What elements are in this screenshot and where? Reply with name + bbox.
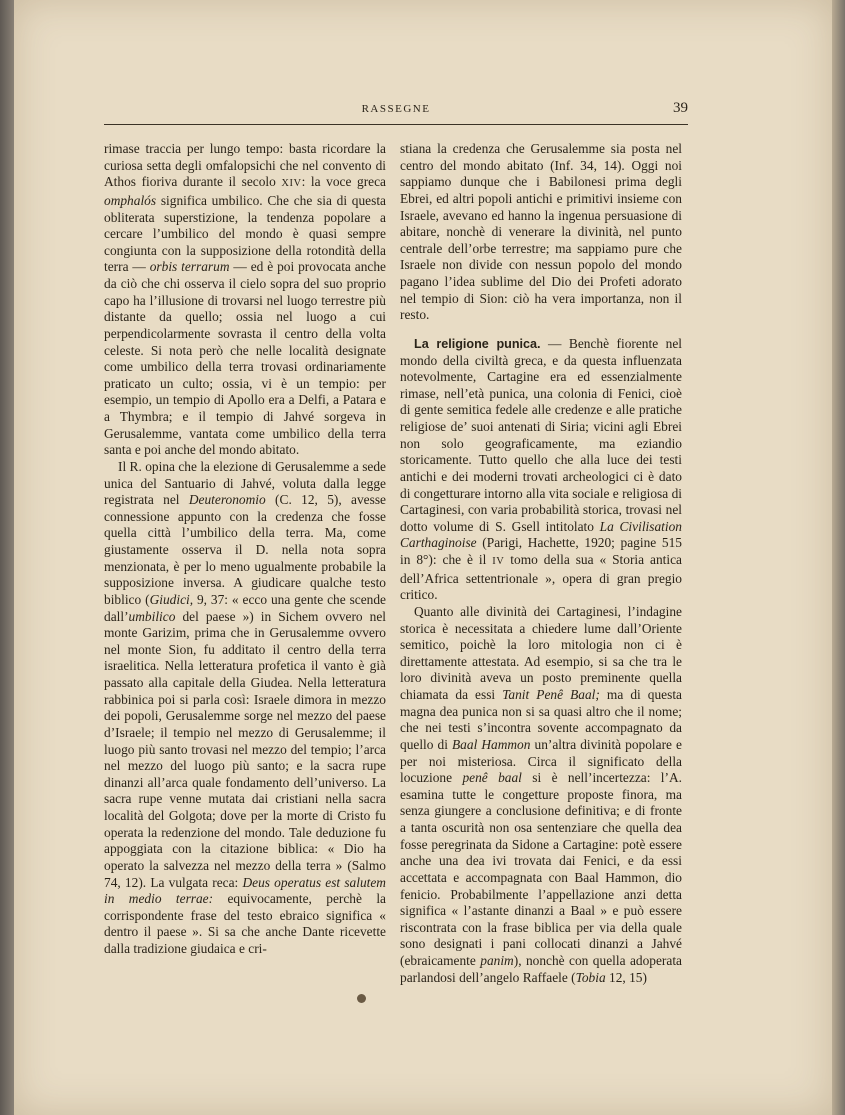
paragraph-gerusalemme: Il R. opina che la elezione di Gerusalemme a sede unica del Santuario di Jahvé, voluta dalla legge registrata nel Deuteronomio (C. 12, 5), avesse connessione appunto con la credenza che fosse quella città l’umbilico della terra. Ma, come giustamente osserva il D. nella nota sopra menzionata, è per lo meno ugualmente probabile la supposizione inversa. A giudicare qualche testo biblico (Giudici, 9, 37: « ecco una gente che scende dall’umbilico del paese ») in Sichem ovvero nel monte Garizim, prima che in Gerusalemme ovvero nel monte Sion, fu additato il centro della terra israelitica. Nella letteratura profetica il vanto è già passato alla capitale della Giudea. Nella letteratura rabbinica poi si parla così: Israele dimora in mezzo dei popoli, Gerusalemme sorge nel mezzo del paese d’Israele; il tempio nel mezzo di Gerusalemme; il luogo più santo trovasi nel mezzo del tempio; l’arca nel mezzo del luogo più santo; e la sacra rupe dinanzi all’arca quale fondamento dell’universo. La sacra rupe venne mutata dai cristiani nella sacra località del Golgota; dove per la morte di Cristo fu operata la redenzione del mondo. Tale deduzione fu appoggiata con la citazione biblica: « Dio ha operato la salvezza nel mezzo della terra » (Salmo 74, 12). La vulgata reca: Deus operatus est salutem in medio terrae: equivocamente, perchè la corrispondente frase del testo ebraico significa « dentro il paese ». Si sa che anche Dante ricevette dalla tradizione giudaica e cri- <box>104 458 386 956</box>
book-gutter <box>0 0 14 1115</box>
right-column <box>400 141 682 986</box>
page-header <box>104 100 688 125</box>
running-title: RASSEGNE <box>361 103 431 115</box>
paragraph-umbilico: rimase traccia per lungo tempo: basta ricordare la curiosa setta degli omfalopsichi che nel convento di Athos fioriva durante il secolo XIV: la voce greca omphalós significa umbilico. Che che sia di questa obliterata superstizione, la tendenza popolare a cercare l’umbilico del mondo è quasi sempre congiunta con la supposizione della rotondità della terra — orbis terrarum — ed è poi provocata anche da ciò che chi osserva il cielo sopra del suo proprio capo ha l’illusione di trovarsi nel luogo terrestre più distante da quello; ossia nel luogo a cui perpendicolarmente sovrasta il centro della volta celeste. Si nota però che nelle località designate come umbilico della terra trovasi ordinariamente praticato un culto; ossia, vi è un tempio: per esempio, un tempio di Apollo era a Delfi, a Patara e a Thymbra; e il tempio di Jahvé sorgeva in Gerusalemme, vantata come umbilico della terra santa e poi anche del mondo abitato. <box>104 141 386 458</box>
page-number: 39 <box>673 100 688 116</box>
paragraph-continuation: stiana la credenza che Gerusalemme sia posta nel centro del mondo abitato (Inf. 34, 14). Oggi noi sappiamo dunque che i Babilonesi prima degli Ebrei, ed altri popoli antichi e primitivi insieme con Israele, avevano ed hanno la ingenua persuasione di abitare, nonchè di venerare la divinità, nel punto centrale dell’orbe terrestre; ma sappiamo pure che Israele non divide con nessun popolo del mondo pagano l’idea sublime del Dio dei Profeti adorato nel tempio di Sion: ciò ha vera importanza, non il resto. <box>400 141 682 323</box>
paragraph-religione-punica: La religione punica. — Benchè fiorente nel mondo della civiltà greca, e da questa influenzata notevolmente, Cartagine era ed essenzialmente rimase, nell’età punica, una colonia di Fenici, cioè di gente semitica fedele alle credenze e alle pratiche religiose de’ suoi antenati di Siria; vicini agli Ebrei non solo geograficamente, ma eziandio storicamente. Tutto quello che alla luce dei testi antichi e dei moderni trovati archeologici ci è dato di congetturare intorno alla vita sociale e religiosa di Cartaginesi, con varia probabilità storica, trovasi nel dotto volume di S. Gsell intitolato La Civilisation Carthaginoise (Parigi, Hachette, 1920; pagine 515 in 8°): che è il IV tomo della sua « Storia antica dell’Africa settentrionale », opera di gran pregio critico. <box>400 335 682 603</box>
footer-ornament-icon <box>357 994 366 1003</box>
section-heading: La religione punica. <box>414 336 541 351</box>
page-stack-edge <box>832 0 845 1115</box>
paragraph-divinita: Quanto alle divinità dei Cartaginesi, l’indagine storica è necessitata a chiedere lume dall’Oriente semitico, poichè la loro mitologia non ci è direttamente attestata. Ad esempio, si sa che tra le loro divinità aveva un posto preminente quella chiamata da essi Tanit Penê Baal; ma di questa magna dea punica non si sa quasi altro che il nome; che nei testi s’incontra sovente accompagnato da quello di Baal Hammon un’altra divinità popolare e per noi misteriosa. Circa il significato della locuzione penê baal si è nell’incertezza: l’A. esamina tutte le congetture proposte finora, ma senza giungere a conclusione definitiva; e di fronte a tanta oscurità non osa sentenziare che quella dea fosse peregrinata da Sidone a Cartagine: potè essere anche una dea ivi trovata dai Fenici, e da essi accettata e accompagnata con Baal Hammon, dio fenicio. Probabilmente l’appellazione anzi detta significa « l’astante dinanzi a Baal » e può essere riscontrata con la frase biblica per via della quale sono designati i pani collocati dinanzi a Jahvé (ebraicamente panim), nonchè con quella adoperata parlandosi dell’angelo Raffaele (Tobia 12, 15) <box>400 603 683 985</box>
left-column <box>104 141 386 958</box>
